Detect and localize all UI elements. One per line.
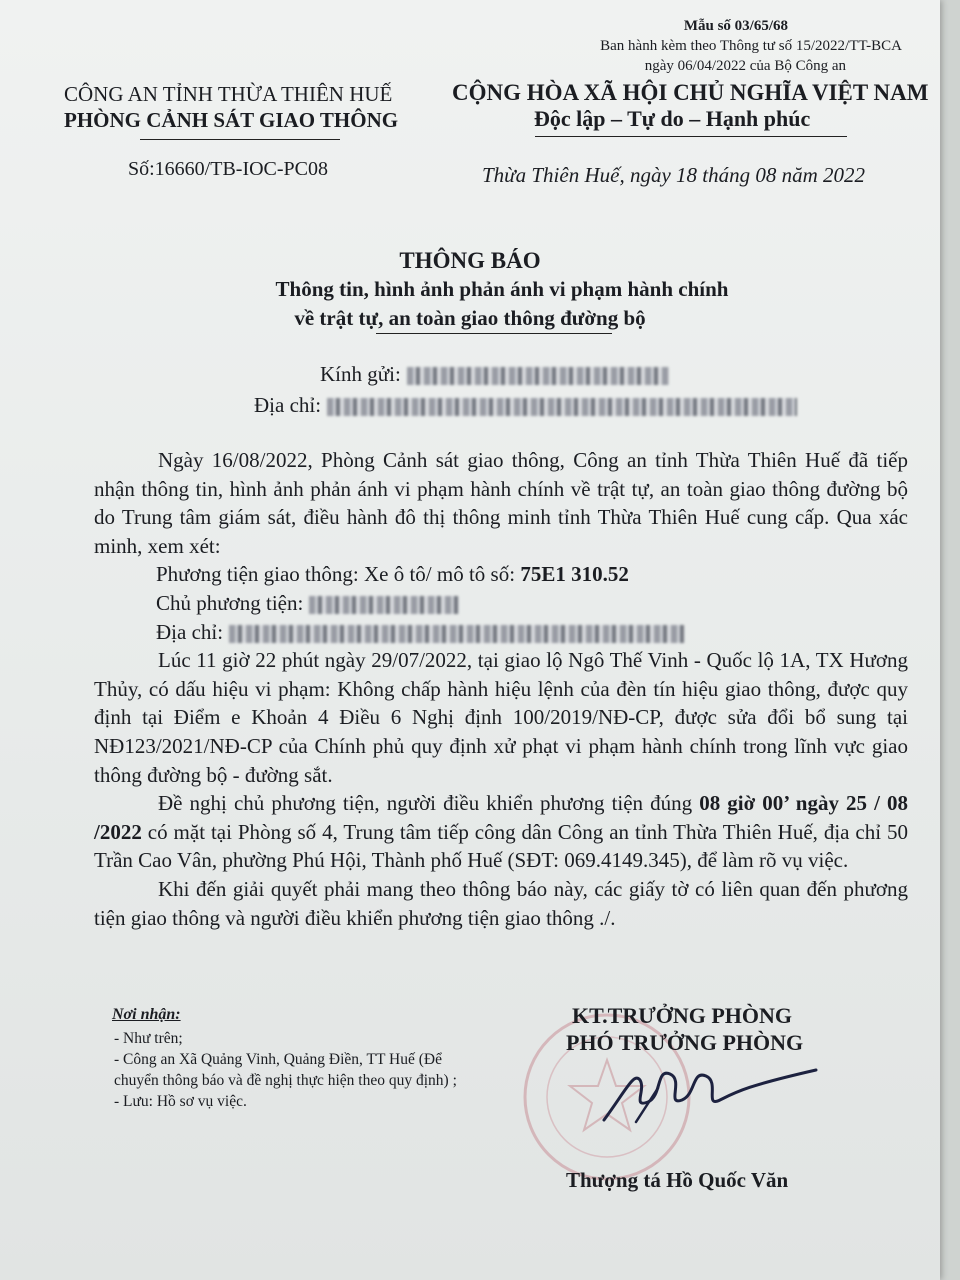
recipient-address-row: [254, 393, 797, 418]
signature-authority: KT.TRƯỞNG PHÒNG: [572, 1003, 792, 1028]
form-number: Mẫu số 03/65/68: [683, 18, 788, 34]
request-paragraph: [94, 789, 908, 875]
closing-paragraph: Khi đến giải quyết phải mang theo thông báo này, các giấy tờ có liên quan đến phương tiện giao thông và người điều khiển phương tiện giao thông ./.: [94, 876, 908, 930]
document-subtitle-line2: về trật tự, an toàn giao thông đường bộ: [294, 306, 646, 330]
vehicle-label: Phương tiện giao thông: Xe ô tô/ mô tô số:: [156, 562, 516, 587]
request-text-start: Đề nghị chủ phương tiện, người điều khiển phương tiện đúng: [158, 791, 693, 816]
request-text-end: có mặt tại Phòng số 4, Trung tâm tiếp công dân Công an tỉnh Thừa Thiên Huế, địa chỉ 50 Trần Cao Vân, phường Phú Hội, Thành phố Huế (SĐT: 069.4149.345), để làm rõ vụ việc.: [94, 819, 908, 873]
owner-address-label: Địa chỉ:: [156, 619, 224, 644]
owner-line: [94, 589, 908, 618]
notice-body: [94, 446, 908, 932]
department-name: PHÒNG CẢNH SÁT GIAO THÔNG: [64, 108, 399, 132]
owner-address-line: [94, 618, 908, 647]
document-subtitle-line1: Thông tin, hình ảnh phản ánh vi phạm hành chính: [275, 277, 729, 301]
intro-paragraph: Ngày 16/08/2022, Phòng Cảnh sát giao thông, Công an tỉnh Thừa Thiên Huế đã tiếp nhận thông tin, hình ảnh phản ánh vi phạm hành chính về trật tự, an toàn giao thông đường bộ do Trung tâm giám sát, điều hành đô thị thông minh tỉnh Thừa Thiên Huế cung cấp. Qua xác minh, xem xét:: [94, 448, 908, 558]
recipients-heading: Nơi nhận:: [112, 1006, 181, 1023]
recipients-item: - Như trên;: [114, 1030, 183, 1047]
motto-divider: [535, 136, 847, 137]
vehicle-line: [94, 560, 908, 589]
form-issued-note: Ban hành kèm theo Thông tư số 15/2022/TT-BCA: [600, 38, 902, 54]
owner-label: Chủ phương tiện:: [156, 590, 304, 615]
redacted-owner-address: [229, 625, 684, 643]
subtitle-divider: [376, 333, 612, 334]
redacted-recipient-address: [327, 398, 797, 416]
document-title: THÔNG BÁO: [399, 248, 541, 273]
redacted-owner-name: [309, 596, 459, 614]
violation-paragraph: Lúc 11 giờ 22 phút ngày 29/07/2022, tại giao lộ Ngô Thế Vinh - Quốc lộ 1A, TX Hương Thủy, có dấu hiệu vi phạm: Không chấp hành hiệu lệnh của đèn tín hiệu giao thông, được quy định tại Điểm e Khoản 4 Điều 6 Nghị định 100/2019/NĐ-CP, được sửa đổi bổ sung tại NĐ123/2021/NĐ-CP của Chính phủ quy định xử phạt vi phạm hành chính trong lĩnh vực giao thông đường bộ - đường sắt.: [94, 648, 908, 787]
recipients-list: [114, 1028, 486, 1112]
document-number: Số:16660/TB-IOC-PC08: [128, 158, 329, 180]
parent-agency: CÔNG AN TỈNH THỪA THIÊN HUẾ: [64, 82, 393, 106]
handwritten-signature: [596, 1050, 826, 1130]
signature-position: PHÓ TRƯỞNG PHÒNG: [566, 1030, 804, 1055]
signer-name: Thượng tá Hồ Quốc Văn: [566, 1168, 789, 1192]
recipients-item: - Công an Xã Quảng Vinh, Quảng Điền, TT Huế (Để chuyển thông báo và đề nghị thực hiện theo quy định) ;: [114, 1051, 457, 1089]
place-date: Thừa Thiên Huế, ngày 18 tháng 08 năm 2022: [482, 163, 866, 187]
nation-name: CỘNG HÒA XÃ HỘI CHỦ NGHĨA VIỆT NAM: [452, 80, 929, 105]
recipient-address-label: Địa chỉ:: [254, 393, 322, 417]
vehicle-plate: 75E1 310.52: [520, 562, 629, 587]
national-motto: Độc lập – Tự do – Hạnh phúc: [534, 106, 811, 131]
appointment-time: 08 giờ 00’ ngày 25 / 08 /2022: [94, 791, 908, 844]
redacted-recipient-name: [407, 367, 669, 385]
recipients-item: - Lưu: Hồ sơ vụ việc.: [114, 1093, 247, 1110]
form-issued-date: ngày 06/04/2022 của Bộ Công an: [644, 58, 846, 74]
recipient-row: [320, 362, 669, 387]
agency-divider: [140, 139, 340, 140]
recipient-label: Kính gửi:: [320, 362, 401, 386]
